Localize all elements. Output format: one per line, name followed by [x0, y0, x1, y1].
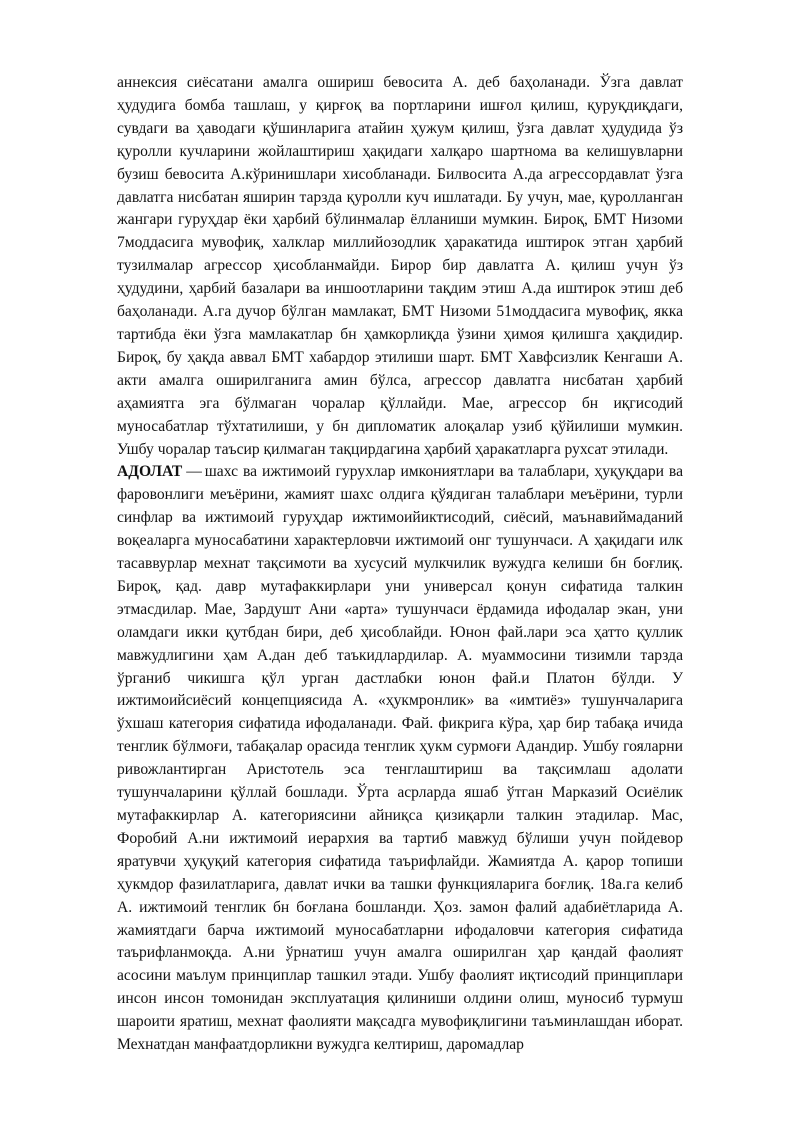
paragraph-aggression: аннексия сиёсатани амалга ошириш бевосита А. деб баҳоланади. Ўзга давлат ҳудудига бомба ташлаш, у қирғоқ ва портларини ишғол қилиш, қуруқдиқдаги, сувдаги ва ҳаводаги қўшинларига атайин ҳужум қилиш, ўзга давлат ҳудудида ўз қуролли кучларини жойлаштириш ҳақидаги халқаро шартнома ва келишувларни бузиш бевосита А.кўринишлари хисобланади. Билвосита А.да агрессордавлат ўзга давлатга нисбатан яширин тарзда қуролли куч ишлатади. Бу учун, мае, қуролланган жангари гуруҳдар ёки ҳарбий бўлинмалар ёлланиши мумкин. Бироқ, БМТ Низоми 7моддасига мувофиқ, халклар миллийозодлик ҳаракатида иштирок этган ҳарбий тузилмалар агрессор ҳисобланмайди. Бирор бир давлатга А. қилиш учун ўз ҳудудини, ҳарбий базалари ва иншоотларини тақдим этиш А.да иштирок этиш деб баҳоланади. А.га дучор бўлган мамлакат, БМТ Низоми 51моддасига мувофиқ, якка тартибда ёки ўзга мамлакатлар бн ҳамкорлиқда ўзини ҳимоя қилишга ҳақдидир. Бироқ, бу ҳақда аввал БМТ хабардор этилиши шарт. БМТ Хавфсизлик Кенгаши А. акти амалга оширилганига амин бўлса, агрессор давлатга нисбатан ҳарбий аҳамиятга эга бўлмаган чоралар қўллайди. Мае, агрессор бн иқгисодий муносабатлар тўхтатилиши, у бн дипломатик алоқалар узиб қўйилиши мумкин. Ушбу чоралар таъсир қилмаган тақцирдагина ҳарбий ҳаракатларга рухсат этилади. — [117, 74, 683, 458]
entry-dash: — — [182, 463, 205, 481]
paragraph-adolat — [117, 461, 683, 1057]
entry-definition: шахс ва ижтимоий гурухлар имкониятлари ва талаблари, ҳуқуқдари ва фаровонлиги меъёрини, жамият шахс олдига қўядиган талаблари меъёрини, турли синфлар ва ижтимоий гуруҳдар ижтимоийиктисодий, сиёсий, маънавиймаданий воқеаларга муносабатини характерловчи ижтимоий онг тушунчаси. А ҳақидаги илк тасаввурлар мехнат тақсимоти ва хусусий мулкчилик вужудга келиши бн боғлиқ. Бироқ, қад. давр мутафаккирлари уни универсал қонун сифатида талкин этмасдилар. Мае, Зардушт Ани «арта» тушунчаси ёрдамида ифодалар экан, уни оламдаги икки қутбдан бири, деб ҳисоблайди. Юнон фай.лари эса ҳатто қуллик мавжудлигини ҳам А.дан деб таъкидлардилар. А. муаммосини тизимли тарзда ўрганиб чикишга қўл урган дастлабки юнон фай.и Платон бўлди. У ижтимоийсиёсий концепциясида А. «ҳукмронлик» ва «имтиёз» тушунчаларига ўхшаш категория сифатида ифодаланади. Фай. фикрига кўра, ҳар бир табақа ичида тенглик бўлмоғи, табақалар орасида тенглик ҳукм сурмоғи Адандир. Ушбу гояларни ривожлантирган Аристотель эса тенглаштириш ва тақсимлаш адолати тушунчаларини қўллай бошлади. Ўрта асрларда яшаб ўтган Марказий Осиёлик мутафаккирлар А. категориясини айниқса қизиқарли талкин этадилар. Мас, Форобий А.ни ижтимоий иерархия ва тартиб мавжуд бўлиши учун пойдевор яратувчи ҳуқуқий категория сифатида таърифлайди. Жамиятда А. қарор топиши ҳукмдор фазилатларига, давлат ички ва ташки функцияларига боғлиқ. 18а.га келиб А. ижтимоий тенглик бн боғлана бошланди. Ҳоз. замон фалий адабиётларида А. жамиятдаги барча ижтимоий муносабатларни ифодаловчи категория сифатида таърифланмоқда. А.ни ўрнатиш учун амалга оширилган ҳар қандай фаолият асосини маълум принциплар ташкил этади. Ушбу фаолият иқтисодий принциплари инсон инсон томонидан эксплуатация қилиниши олдини олиш, муносиб турмуш шароити яратиш, мехнат фаолияти мақсадга мувофиқлигини таъминлашдан иборат. Мехнатдан манфаатдорликни вужудга келтириш, даромадлар — [117, 463, 684, 1054]
entry-term: АДОЛАТ — [117, 463, 183, 481]
document-page — [117, 72, 683, 1057]
